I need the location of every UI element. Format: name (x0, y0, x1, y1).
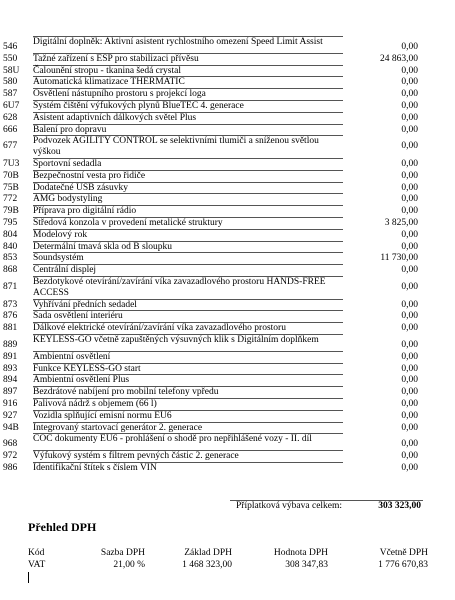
equipment-description: Systém čištění výfukových plynů BlueTEC 4. generace (33, 100, 343, 112)
equipment-row (0, 398, 455, 410)
equipment-list (0, 36, 455, 474)
equipment-row (0, 65, 455, 77)
equipment-description: Čalounění stropu - tkanina šedá crystal (33, 65, 343, 77)
equipment-description: Determální tmavá skla od B sloupku (33, 241, 343, 253)
equipment-description: Dálkové elektrické otevírání/zavírání víka zavazadlového prostoru (33, 322, 343, 334)
equipment-row (0, 36, 455, 53)
equipment-description: Digitální doplněk: Aktivní asistent rychlostního omezení Speed Limit Assist (33, 36, 343, 48)
equipment-row (0, 182, 455, 194)
equipment-code: 868 (3, 265, 18, 276)
equipment-code: 891 (3, 351, 18, 362)
equipment-row (0, 205, 455, 217)
equipment-price: 0,00 (401, 339, 418, 350)
equipment-description: Podvozek AGILITY CONTROL se selektivními tlumiči a sníženou světlou výškou (33, 135, 343, 158)
equipment-description: Automatická klimatizace THERMATIC (33, 76, 343, 88)
equipment-description: Integrovaný startovací generátor 2. generace (33, 422, 343, 434)
equipment-price: 0,00 (401, 141, 418, 152)
equipment-description: Vozidla splňující emisní normu EU6 (33, 410, 343, 422)
equipment-code: 881 (3, 323, 18, 334)
equipment-row (0, 264, 455, 276)
vat-code: VAT (28, 560, 46, 570)
equipment-code: 628 (3, 112, 18, 123)
equipment-code: 58U (3, 65, 20, 76)
equipment-price: 0,00 (401, 323, 418, 334)
equipment-code: 666 (3, 124, 18, 135)
vat-data-row (28, 560, 428, 572)
equipment-description: Sportovní sedadla (33, 158, 343, 170)
equipment-row (0, 310, 455, 322)
equipment-price: 0,00 (401, 194, 418, 205)
equipment-price: 0,00 (401, 89, 418, 100)
equipment-description: KEYLESS-GO včetně zapuštěných výsuvných klik s Digitálním doplňkem (33, 334, 343, 346)
equipment-description: Funkce KEYLESS-GO start (33, 363, 343, 375)
vat-header-total: Včetně DPH (379, 548, 428, 558)
equipment-code: 876 (3, 311, 18, 322)
equipment-code: 853 (3, 253, 18, 264)
equipment-code: 7U3 (3, 158, 20, 169)
equipment-code: 927 (3, 410, 18, 421)
equipment-description: Výfukový systém s filtrem pevných částic 2. generace (33, 450, 343, 462)
equipment-row (0, 124, 455, 136)
equipment-code: 840 (3, 241, 18, 252)
equipment-price: 3 825,00 (384, 217, 418, 228)
equipment-price: 0,00 (401, 311, 418, 322)
equipment-code: 6U7 (3, 100, 20, 111)
equipment-code: 677 (3, 141, 18, 152)
equipment-row (0, 112, 455, 124)
equipment-price: 24 863,00 (380, 53, 418, 64)
equipment-row (0, 217, 455, 229)
equipment-row (0, 158, 455, 170)
equipment-price: 0,00 (401, 229, 418, 240)
equipment-row (0, 100, 455, 112)
equipment-description: Asistent adaptivních dálkových světel Plus (33, 112, 343, 124)
equipment-code: 968 (3, 439, 18, 450)
equipment-row (0, 229, 455, 241)
equipment-description: Ambientní osvětlení Plus (33, 374, 343, 386)
equipment-price: 0,00 (401, 241, 418, 252)
equipment-price: 0,00 (401, 65, 418, 76)
equipment-price: 0,00 (401, 206, 418, 217)
equipment-code: 70B (3, 170, 19, 181)
equipment-row (0, 363, 455, 375)
equipment-price: 0,00 (401, 398, 418, 409)
vat-amount: 308 347,83 (285, 560, 328, 570)
vat-section-title: Přehled DPH (28, 520, 97, 534)
equipment-row (0, 135, 455, 158)
equipment-code: 894 (3, 375, 18, 386)
equipment-description: Soundsystém (33, 252, 343, 264)
equipment-row (0, 433, 455, 450)
equipment-row (0, 276, 455, 299)
equipment-price: 0,00 (401, 100, 418, 111)
equipment-price: 0,00 (401, 451, 418, 462)
equipment-row (0, 334, 455, 351)
equipment-description: Identifikační štítek s číslem VIN (33, 462, 343, 474)
equipment-price: 0,00 (401, 265, 418, 276)
equipment-row (0, 88, 455, 100)
equipment-price: 0,00 (401, 351, 418, 362)
equipment-price: 0,00 (401, 158, 418, 169)
equipment-code: 804 (3, 229, 18, 240)
equipment-row (0, 422, 455, 434)
vat-total: 1 776 670,83 (378, 560, 428, 570)
equipment-description: COC dokumenty EU6 - prohlášení o shodě pro nepřihlášené vozy - II. díl (33, 433, 343, 445)
equipment-row (0, 241, 455, 253)
equipment-code: 772 (3, 194, 18, 205)
equipment-code: 916 (3, 398, 18, 409)
equipment-description: Balení pro dopravu (33, 124, 343, 136)
total-label: Příplatková výbava celkem: (236, 501, 343, 511)
equipment-row (0, 170, 455, 182)
equipment-row (0, 351, 455, 363)
equipment-description: Sada osvětlení interiéru (33, 310, 343, 322)
equipment-price: 0,00 (401, 363, 418, 374)
equipment-row (0, 450, 455, 462)
total-value: 303 323,00 (378, 501, 421, 511)
equipment-code: 972 (3, 451, 18, 462)
equipment-price: 0,00 (401, 299, 418, 310)
equipment-price: 0,00 (401, 439, 418, 450)
equipment-price: 0,00 (401, 462, 418, 473)
equipment-description: Vyhřívání předních sedadel (33, 299, 343, 311)
equipment-description: Dodatečné USB zásuvky (33, 182, 343, 194)
equipment-code: 795 (3, 217, 18, 228)
equipment-code: 94B (3, 422, 19, 433)
equipment-description: Středová konzola v provedení metalické struktury (33, 217, 343, 229)
equipment-code: 75B (3, 182, 19, 193)
equipment-code: 893 (3, 363, 18, 374)
equipment-description: Ambientní osvětlení (33, 351, 343, 363)
equipment-row (0, 76, 455, 88)
equipment-code: 873 (3, 299, 18, 310)
vat-rate: 21,00 % (113, 560, 145, 570)
text-cursor (28, 572, 29, 583)
equipment-code: 889 (3, 339, 18, 350)
equipment-price: 0,00 (401, 422, 418, 433)
equipment-code: 546 (3, 42, 18, 52)
equipment-row (0, 299, 455, 311)
equipment-code: 550 (3, 53, 18, 64)
equipment-description: AMG bodystyling (33, 193, 343, 205)
equipment-price: 0,00 (401, 77, 418, 88)
vat-table (28, 548, 428, 572)
vat-header-base: Základ DPH (184, 548, 232, 558)
equipment-row (0, 374, 455, 386)
equipment-price: 0,00 (401, 170, 418, 181)
equipment-row (0, 462, 455, 474)
equipment-description: Centrální displej (33, 264, 343, 276)
equipment-description: Palivová nádrž s objemem (66 l) (33, 398, 343, 410)
vat-header-code: Kód (28, 548, 45, 558)
vat-header-row (28, 548, 428, 560)
equipment-row (0, 386, 455, 398)
equipment-row (0, 53, 455, 65)
equipment-code: 871 (3, 281, 18, 292)
equipment-description: Tažné zařízení s ESP pro stabilizaci přívěsu (33, 53, 343, 65)
equipment-row (0, 322, 455, 334)
equipment-code: 79B (3, 206, 19, 217)
equipment-row (0, 193, 455, 205)
vat-header-amount: Hodnota DPH (273, 548, 328, 558)
vat-base: 1 468 323,00 (182, 560, 232, 570)
equipment-price: 0,00 (401, 387, 418, 398)
equipment-row (0, 410, 455, 422)
equipment-price: 0,00 (401, 375, 418, 386)
equipment-description: Bezpečnostní vesta pro řidiče (33, 170, 343, 182)
vat-header-rate: Sazba DPH (100, 548, 145, 558)
equipment-price: 0,00 (401, 112, 418, 123)
equipment-code: 986 (3, 462, 18, 473)
equipment-row (0, 252, 455, 264)
equipment-price: 0,00 (401, 182, 418, 193)
equipment-description: Příprava pro digitální rádio (33, 205, 343, 217)
equipment-price: 0,00 (401, 410, 418, 421)
equipment-description: Bezdrátové nabíjení pro mobilní telefony vpředu (33, 386, 343, 398)
equipment-code: 587 (3, 89, 18, 100)
equipment-price: 0,00 (401, 124, 418, 135)
equipment-price: 0,00 (401, 42, 418, 52)
equipment-code: 897 (3, 387, 18, 398)
equipment-description: Bezdotykové otevírání/zavírání víka zavazadlového prostoru HANDS-FREE ACCESS (33, 276, 343, 299)
equipment-code: 580 (3, 77, 18, 88)
equipment-price: 11 730,00 (380, 253, 418, 264)
equipment-description: Osvětlení nástupního prostoru s projekcí loga (33, 88, 343, 100)
equipment-description: Modelový rok (33, 229, 343, 241)
equipment-price: 0,00 (401, 281, 418, 292)
